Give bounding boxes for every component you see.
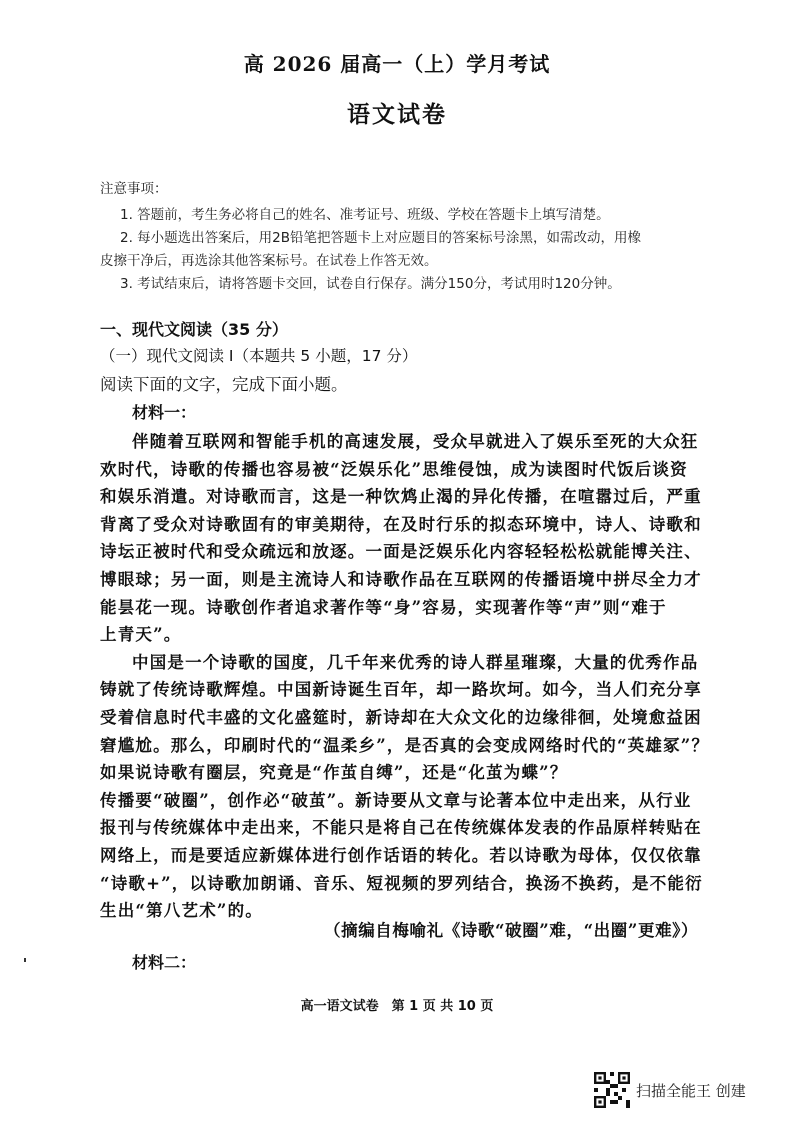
notice-line-4: 3. 考试结束后，请将答题卡交回，试卷自行保存。满分150分，考试用时120分钟。 <box>120 276 621 292</box>
passage-line: 博眼球；另一面，则是主流诗人和诗歌作品在互联网的传播语境中拼尽全力才 <box>100 570 702 589</box>
sub-heading: （一）现代文阅读 I（本题共 5 小题，17 分） <box>100 347 418 365</box>
passage-line: 如果说诗歌有圈层，究竟是“作茧自缚”，还是“化茧为蝶”？ <box>100 763 568 783</box>
passage-line: 受着信息时代丰盛的文化盛筵时，新诗却在大众文化的边缘徘徊，处境愈益困 <box>100 708 702 727</box>
passage-line: 诗坛正被时代和受众疏远和放逐。一面是泛娱乐化内容轻轻松松就能博关注、 <box>100 542 702 562</box>
passage-line: 能昙花一现。诗歌创作者追求著作等“身”容易，实现著作等“声”则“难于 <box>100 597 667 617</box>
material-2-label: 材料二： <box>132 953 197 972</box>
watermark-text: 扫描全能王 创建 <box>636 1081 746 1100</box>
passage-line: 背离了受众对诗歌固有的审美期待，在及时行乐的拟态环境中，诗人、诗歌和 <box>100 514 702 534</box>
passage-line: 窘尴尬。那么，印刷时代的“温柔乡”，是否真的会变成网络时代的“英雄冢”？ <box>100 735 710 755</box>
passage-line: 报刊与传统媒体中走出来，不能只是将自己在传统媒体发表的作品原样转贴在 <box>100 818 702 838</box>
passage-line: 生出“第八艺术”的。 <box>100 901 263 921</box>
instruction: 阅读下面的文字，完成下面小题。 <box>100 375 348 394</box>
passage-line: 伴随着互联网和智能手机的高速发展，受众早就进入了娱乐至死的大众狂 <box>132 432 699 451</box>
exam-title: 高 2026 届高一（上）学月考试 <box>243 52 551 76</box>
notice-line-3: 皮擦干净后，再选涂其他答案标号。在试卷上作答无效。 <box>100 253 438 269</box>
citation: （摘编自梅喻礼《诗歌“破圈”难，“出圈”更难》） <box>324 921 699 940</box>
notice-line-1: 1. 答题前，考生务必将自己的姓名、准考证号、班级、学校在答题卡上填写清楚。 <box>120 207 610 223</box>
passage-line: 铸就了传统诗歌辉煌。中国新诗诞生百年，却一路坎坷。如今，当人们充分享 <box>100 680 702 700</box>
passage-line: 传播要“破圈”，创作必“破茧”。新诗要从文章与论著本位中走出来，从行业 <box>100 790 692 810</box>
notice-line-2: 2. 每小题选出答案后，用2B铅笔把答题卡上对应题目的答案标号涂黑，如需改动，用橡 <box>120 230 642 246</box>
passage-line: 上青天”。 <box>100 625 182 645</box>
scanner-watermark <box>594 1072 746 1108</box>
section-heading: 一、现代文阅读（35 分） <box>100 320 288 339</box>
passage-line: 欢时代，诗歌的传播也容易被“泛娱乐化”思维侵蚀，成为读图时代饭后谈资 <box>100 459 688 479</box>
material-1-label: 材料一： <box>132 403 197 422</box>
passage-line: 和娱乐消遣。对诗歌而言，这是一种饮鸩止渴的异化传播，在喧嚣过后，严重 <box>100 487 702 507</box>
passage-line: 网络上，而是要适应新媒体进行创作话语的转化。若以诗歌为母体，仅仅依靠 <box>100 846 702 865</box>
qr-code-icon <box>594 1072 630 1108</box>
page-footer: 高一语文试卷 第 1 页 共 10 页 <box>300 999 494 1014</box>
notice-title: 注意事项： <box>100 181 168 197</box>
passage-line: “诗歌+”，以诗歌加朗诵、音乐、短视频的罗列结合，换汤不换药，是不能衍 <box>100 873 703 893</box>
scan-speck <box>24 958 26 962</box>
subject-title: 语文试卷 <box>347 101 447 128</box>
passage-line: 中国是一个诗歌的国度，几千年来优秀的诗人群星璀璨，大量的优秀作品 <box>132 652 699 672</box>
